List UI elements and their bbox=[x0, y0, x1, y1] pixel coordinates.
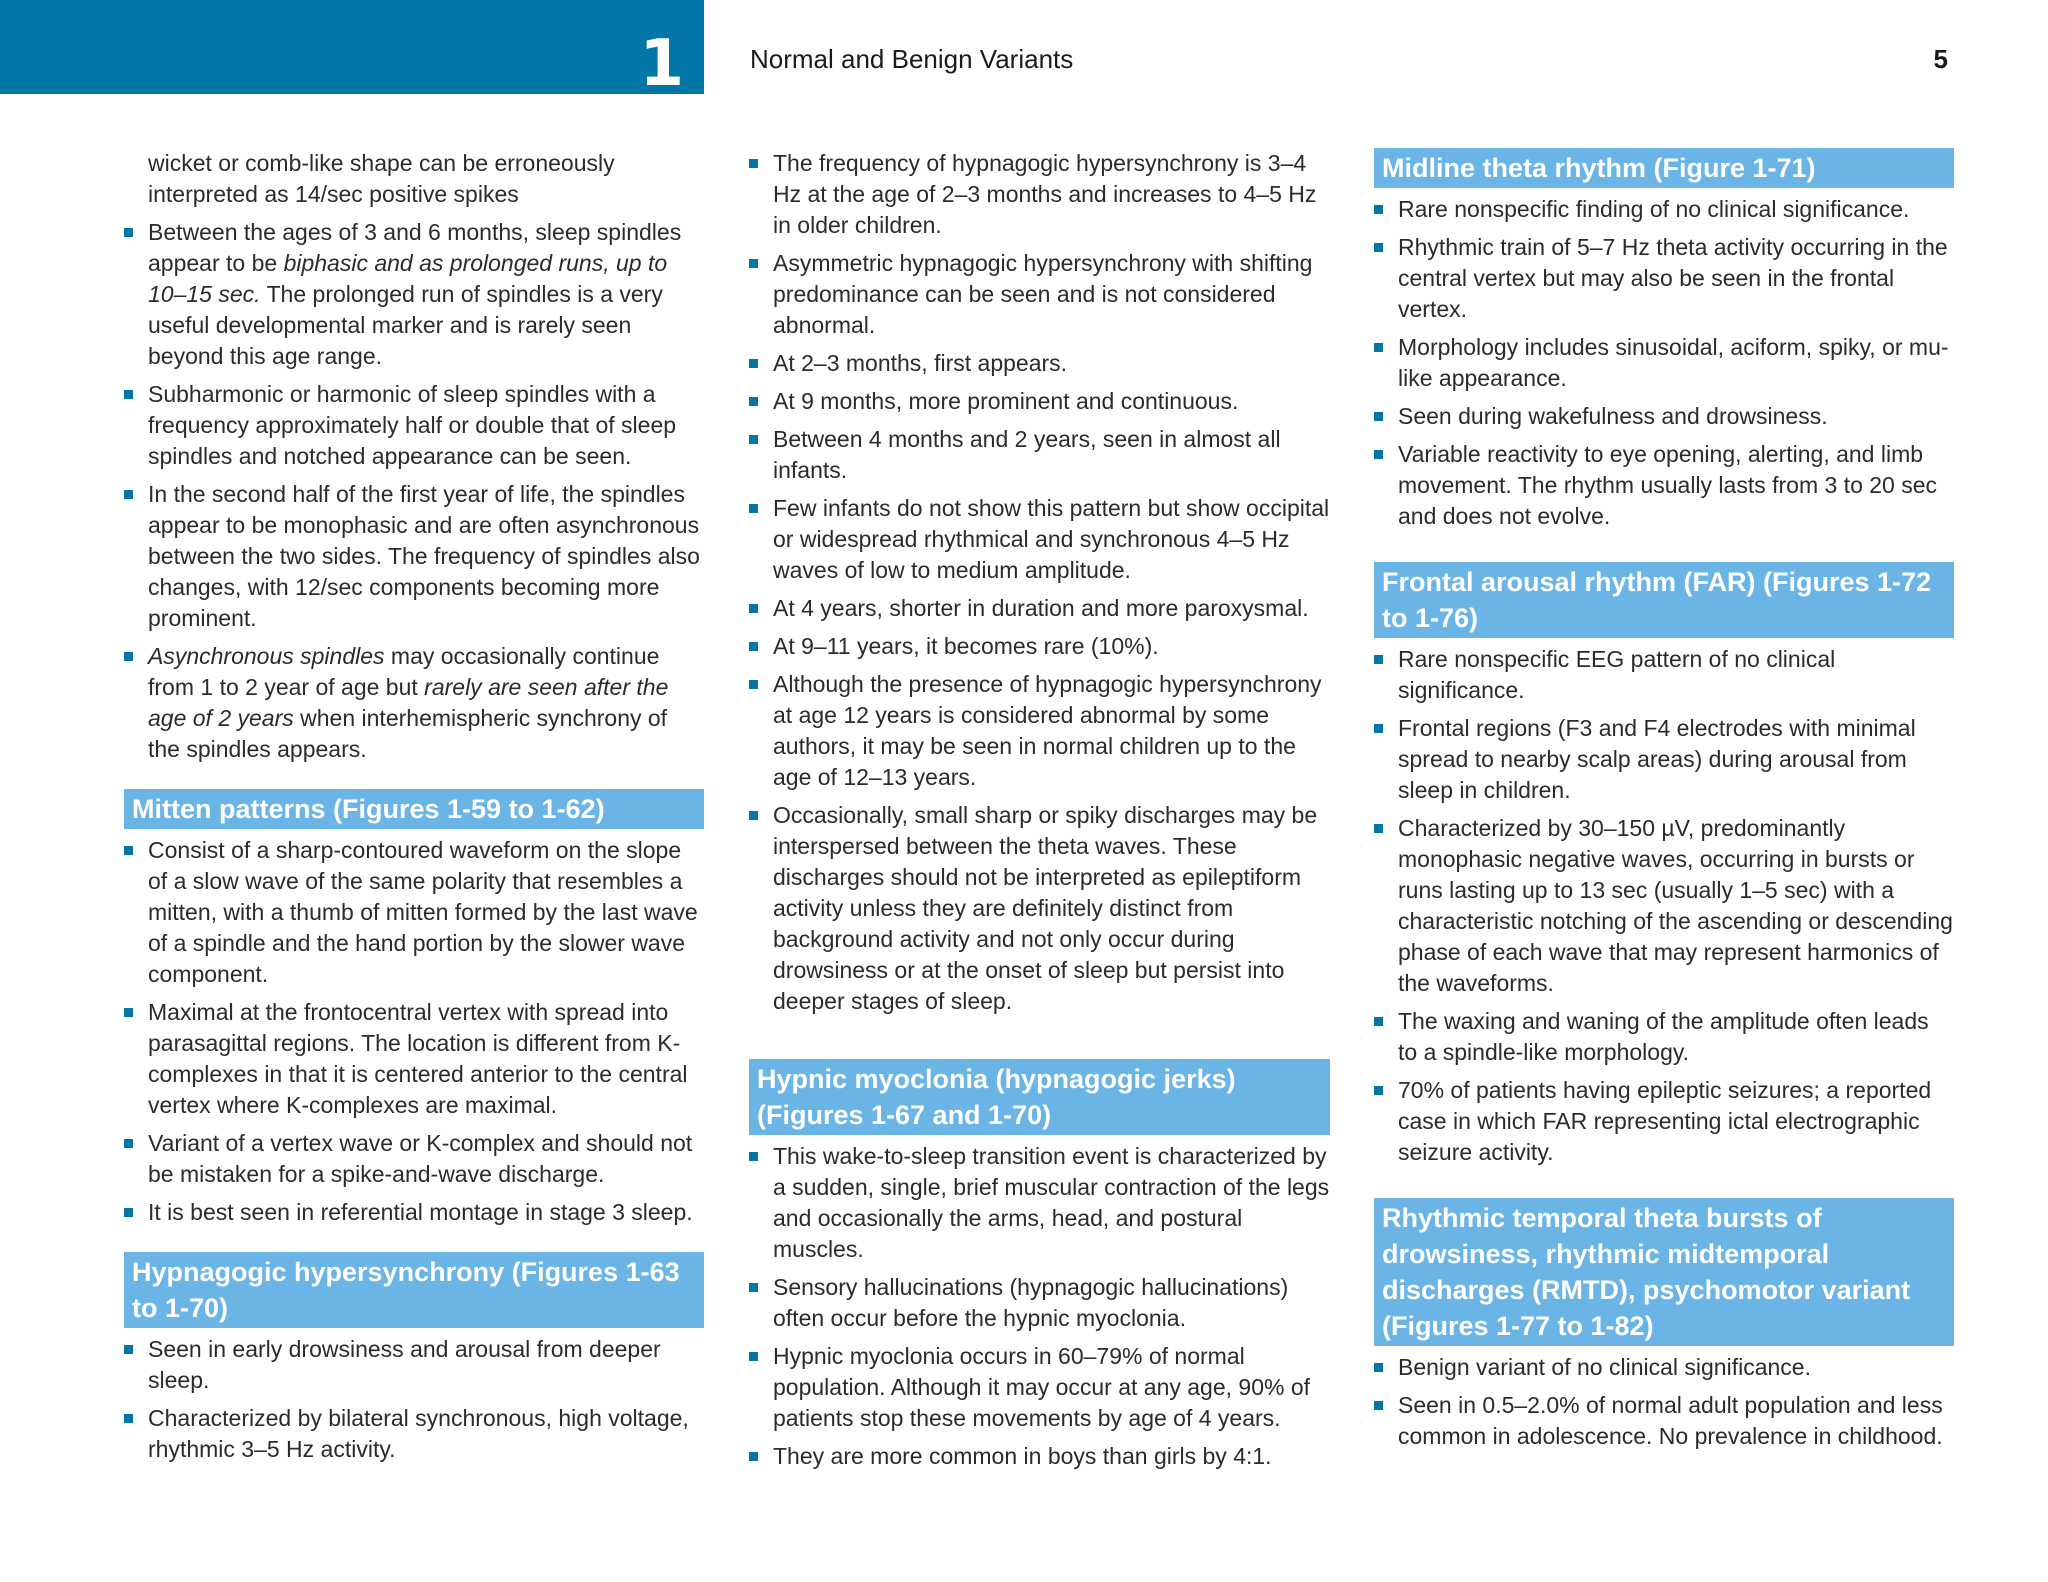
list-item: Variant of a vertex wave or K-complex and should not be mistaken for a spike-and-wave discharge. bbox=[124, 1128, 704, 1190]
bullet-icon bbox=[749, 259, 758, 268]
list-item: Sensory hallucinations (hypnagogic hallucinations) often occur before the hypnic myoclonia. bbox=[749, 1272, 1330, 1334]
bullet-list bbox=[124, 1334, 704, 1465]
bullet-icon bbox=[1374, 1017, 1383, 1026]
bullet-icon bbox=[124, 1345, 133, 1354]
list-item: Few infants do not show this pattern but show occipital or widespread rhythmical and synchronous 4–5 Hz waves of low to medium amplitude. bbox=[749, 493, 1330, 586]
bullet-icon bbox=[749, 1352, 758, 1361]
list-item: At 9 months, more prominent and continuous. bbox=[749, 386, 1330, 417]
list-item: At 4 years, shorter in duration and more paroxysmal. bbox=[749, 593, 1330, 624]
chapter-tab bbox=[0, 0, 704, 101]
list-item: Asymmetric hypnagogic hypersynchrony with shifting predominance can be seen and is not considered abnormal. bbox=[749, 248, 1330, 341]
list-item: Subharmonic or harmonic of sleep spindles with a frequency approximately half or double that of sleep spindles and notched appearance can be seen. bbox=[124, 379, 704, 472]
list-item: Seen in 0.5–2.0% of normal adult population and less common in adolescence. No prevalence in childhood. bbox=[1374, 1390, 1954, 1452]
section-heading-hypnagogic: Hypnagogic hypersynchrony (Figures 1-63 to 1-70) bbox=[124, 1252, 704, 1328]
list-item: Morphology includes sinusoidal, aciform, spiky, or mu-like appearance. bbox=[1374, 332, 1954, 394]
bullet-list bbox=[124, 835, 704, 1228]
column-right bbox=[1374, 148, 1954, 1459]
list-item: The waxing and waning of the amplitude often leads to a spindle-like morphology. bbox=[1374, 1006, 1954, 1068]
section-heading-midline-theta: Midline theta rhythm (Figure 1-71) bbox=[1374, 148, 1954, 188]
bullet-list bbox=[1374, 194, 1954, 532]
bullet-icon bbox=[749, 359, 758, 368]
list-item: Frontal regions (F3 and F4 electrodes with minimal spread to nearby scalp areas) during arousal from sleep in children. bbox=[1374, 713, 1954, 806]
bullet-icon bbox=[749, 504, 758, 513]
list-item: 70% of patients having epileptic seizures; a reported case in which FAR representing ictal electrographic seizure activity. bbox=[1374, 1075, 1954, 1168]
bullet-list bbox=[1374, 644, 1954, 1168]
bullet-icon bbox=[124, 390, 133, 399]
bullet-icon bbox=[124, 1139, 133, 1148]
list-item: Between the ages of 3 and 6 months, sleep spindles appear to be biphasic and as prolonged runs, up to 10–15 sec. The prolonged run of spindles is a very useful developmental marker and is rarely seen beyond this age range. bbox=[124, 217, 704, 372]
list-item: Characterized by bilateral synchronous, high voltage, rhythmic 3–5 Hz activity. bbox=[124, 1403, 704, 1465]
list-item: Variable reactivity to eye opening, alerting, and limb movement. The rhythm usually lasts from 3 to 20 sec and does not evolve. bbox=[1374, 439, 1954, 532]
bullet-icon bbox=[749, 811, 758, 820]
list-item: Maximal at the frontocentral vertex with spread into parasagittal regions. The location is different from K-complexes in that it is centered anterior to the central vertex where K-complexes are maximal. bbox=[124, 997, 704, 1121]
list-item: Occasionally, small sharp or spiky discharges may be interspersed between the theta waves. These discharges should not be interpreted as epileptiform activity unless they are definitely distinct from background activity and not only occur during drowsiness or at the onset of sleep but persist into deeper stages of sleep. bbox=[749, 800, 1330, 1017]
bullet-list bbox=[1374, 1352, 1954, 1452]
bullet-icon bbox=[1374, 1086, 1383, 1095]
list-item: Hypnic myoclonia occurs in 60–79% of normal population. Although it may occur at any age, 90% of patients stop these movements by age of 4 years. bbox=[749, 1341, 1330, 1434]
list-item: This wake-to-sleep transition event is characterized by a sudden, single, brief muscular contraction of the legs and occasionally the arms, head, and postural muscles. bbox=[749, 1141, 1330, 1265]
list-item: Benign variant of no clinical significance. bbox=[1374, 1352, 1954, 1383]
list-item: It is best seen in referential montage in stage 3 sleep. bbox=[124, 1197, 704, 1228]
bullet-icon bbox=[124, 228, 133, 237]
bullet-icon bbox=[1374, 205, 1383, 214]
section-heading-hypnic-myoclonia: Hypnic myoclonia (hypnagogic jerks) (Figures 1-67 and 1-70) bbox=[749, 1059, 1330, 1135]
bullet-icon bbox=[749, 1452, 758, 1461]
bullet-icon bbox=[1374, 1401, 1383, 1410]
list-item: Rare nonspecific finding of no clinical significance. bbox=[1374, 194, 1954, 225]
bullet-list bbox=[749, 148, 1330, 1017]
list-item: At 2–3 months, first appears. bbox=[749, 348, 1330, 379]
list-item: The frequency of hypnagogic hypersynchrony is 3–4 Hz at the age of 2–3 months and increases to 4–5 Hz in older children. bbox=[749, 148, 1330, 241]
list-item: Seen in early drowsiness and arousal from deeper sleep. bbox=[124, 1334, 704, 1396]
bullet-icon bbox=[749, 680, 758, 689]
list-item: Seen during wakefulness and drowsiness. bbox=[1374, 401, 1954, 432]
column-left bbox=[124, 148, 704, 1472]
bullet-icon bbox=[749, 1152, 758, 1161]
bullet-icon bbox=[1374, 412, 1383, 421]
bullet-icon bbox=[749, 1283, 758, 1292]
bullet-icon bbox=[749, 397, 758, 406]
bullet-icon bbox=[1374, 1363, 1383, 1372]
bullet-icon bbox=[749, 159, 758, 168]
list-item: In the second half of the first year of life, the spindles appear to be monophasic and are often asynchronous between the two sides. The frequency of spindles also changes, with 12/sec components becoming more prominent. bbox=[124, 479, 704, 634]
bullet-icon bbox=[1374, 243, 1383, 252]
list-item: Rare nonspecific EEG pattern of no clinical significance. bbox=[1374, 644, 1954, 706]
list-item: Rhythmic train of 5–7 Hz theta activity occurring in the central vertex but may also be seen in the frontal vertex. bbox=[1374, 232, 1954, 325]
bullet-icon bbox=[124, 1414, 133, 1423]
bullet-icon bbox=[124, 652, 133, 661]
bullet-icon bbox=[124, 1008, 133, 1017]
page-number: 5 bbox=[1933, 44, 1948, 74]
list-item: Characterized by 30–150 µV, predominantly monophasic negative waves, occurring in bursts or runs lasting up to 13 sec (usually 1–5 sec) with a characteristic notching of the ascending or descending phase of each wave that may represent harmonics of the waveforms. bbox=[1374, 813, 1954, 999]
bullet-icon bbox=[124, 490, 133, 499]
section-heading-rmtd: Rhythmic temporal theta bursts of drowsiness, rhythmic midtemporal discharges (RMTD), psychomotor variant (Figures 1-77 to 1-82) bbox=[1374, 1198, 1954, 1346]
bullet-icon bbox=[1374, 450, 1383, 459]
list-item: Asynchronous spindles may occasionally continue from 1 to 2 year of age but rarely are seen after the age of 2 years when interhemispheric synchrony of the spindles appears. bbox=[124, 641, 704, 765]
list-item: Between 4 months and 2 years, seen in almost all infants. bbox=[749, 424, 1330, 486]
bullet-icon bbox=[749, 435, 758, 444]
running-title: Normal and Benign Variants bbox=[750, 44, 1074, 74]
list-item: Although the presence of hypnagogic hypersynchrony at age 12 years is considered abnormal by some authors, it may be seen in normal children up to the age of 12–13 years. bbox=[749, 669, 1330, 793]
bullet-icon bbox=[749, 642, 758, 651]
bullet-icon bbox=[124, 846, 133, 855]
bullet-icon bbox=[1374, 655, 1383, 664]
column-middle bbox=[749, 148, 1330, 1479]
section-heading-mitten: Mitten patterns (Figures 1-59 to 1-62) bbox=[124, 789, 704, 829]
bullet-icon bbox=[124, 1208, 133, 1217]
bullet-list bbox=[749, 1141, 1330, 1472]
bullet-list bbox=[124, 217, 704, 765]
list-item: At 9–11 years, it becomes rare (10%). bbox=[749, 631, 1330, 662]
chapter-number: 1 bbox=[639, 27, 684, 101]
list-item: They are more common in boys than girls by 4:1. bbox=[749, 1441, 1330, 1472]
bullet-icon bbox=[749, 604, 758, 613]
section-heading-frontal-arousal: Frontal arousal rhythm (FAR) (Figures 1-72 to 1-76) bbox=[1374, 562, 1954, 638]
bullet-icon bbox=[1374, 343, 1383, 352]
bullet-icon bbox=[1374, 824, 1383, 833]
bullet-icon bbox=[1374, 724, 1383, 733]
list-item: Consist of a sharp-contoured waveform on the slope of a slow wave of the same polarity that resembles a mitten, with a thumb of mitten formed by the last wave of a spindle and the hand portion by the slower wave component. bbox=[124, 835, 704, 990]
continued-text: wicket or comb-like shape can be erroneously interpreted as 14/sec positive spikes bbox=[148, 150, 615, 207]
